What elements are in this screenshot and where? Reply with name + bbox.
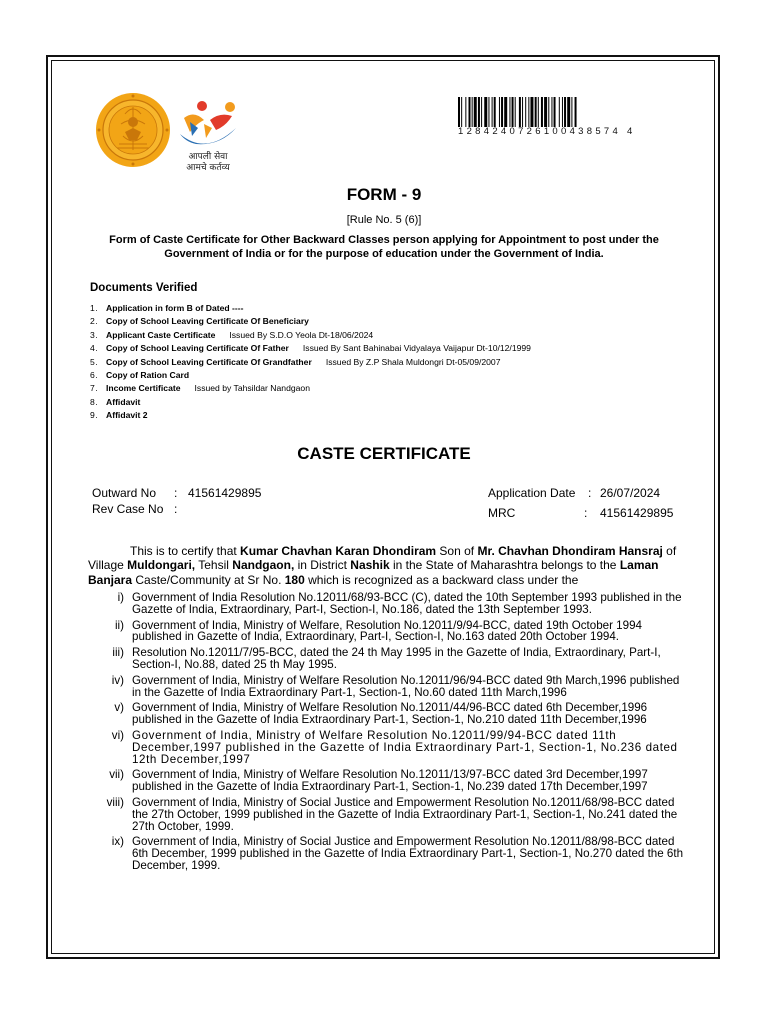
- aapli-seva-tagline: [180, 152, 236, 174]
- barcode-bar: [499, 97, 500, 127]
- applicant-name: Kumar Chavhan Karan Dhondiram: [240, 544, 437, 558]
- document-label: Affidavit: [106, 396, 141, 407]
- aapli-tagline-line1: आपली सेवा: [188, 152, 228, 162]
- document-number: 3.: [90, 329, 99, 340]
- document-label: Copy of Ration Card: [106, 369, 190, 380]
- reference-text: Government of India, Ministry of Welfare Resolution No.12011/99/94-BCC dated 11th December,1997 published in the Gazette of India Extraordinary Part-1, Section-1, No.236 dated 12th December,1997: [132, 728, 678, 766]
- barcode-bar: [530, 97, 533, 127]
- document-item: [90, 356, 710, 369]
- reference-number: vi): [111, 728, 124, 742]
- certification-paragraph: [88, 544, 680, 587]
- barcode-bar: [474, 97, 477, 127]
- rev-case-no-label: Rev Case No: [92, 502, 164, 516]
- document-label: Application in form B of Dated ----: [106, 303, 244, 313]
- resolution-reference: [88, 702, 688, 726]
- caste-name: Laman Banjara: [88, 558, 659, 587]
- intro-text: Son of: [436, 544, 478, 558]
- document-item: [90, 409, 710, 422]
- barcode-bar: [472, 97, 473, 127]
- barcode-bar: [548, 97, 549, 127]
- resolution-reference: [88, 836, 688, 871]
- colon: :: [174, 486, 178, 500]
- document-label: Copy of School Leaving Certificate Of Grandfather: [106, 356, 312, 367]
- reference-number: i): [117, 591, 124, 604]
- reference-text: Government of India, Ministry of Welfare Resolution No.12011/44/96-BCC dated 6th December,1996 published in the Gazette of India Extraordinary Part-1, Section-1, No.210 dated 11th December,1996: [132, 701, 648, 727]
- barcode-bar: [461, 97, 462, 127]
- document-label: Income Certificate: [106, 383, 181, 394]
- barcode-bar: [528, 97, 529, 127]
- reference-text: Government of India, Ministry of Welfare Resolution No.12011/96/94-BCC dated 9th March,1996 published in the Gazette of India Extraordinary Part-1, Section-1, No.60 dated 11th March,1996: [132, 673, 680, 699]
- barcode-icon: [458, 97, 670, 127]
- document-number: 2.: [90, 316, 99, 327]
- reference-number: ii): [114, 618, 124, 632]
- reference-number: ix): [111, 835, 124, 849]
- barcode-bar: [458, 97, 460, 127]
- intro-text: of Village: [88, 544, 677, 573]
- barcode-bar: [564, 97, 566, 127]
- document-number: 6.: [90, 369, 99, 380]
- intro-text: in the State of Maharashtra belongs to the: [389, 558, 620, 573]
- outward-no-value: 41561429895: [188, 486, 262, 500]
- document-item: [90, 302, 710, 315]
- document-item: [90, 329, 710, 342]
- village-name: Muldongari,: [127, 558, 196, 573]
- documents-verified-list: [90, 302, 710, 423]
- reference-text: Resolution No.12011/7/95-BCC, dated the 24 th May 1995 in the Gazette of India, Extraordinary, Part-I, Section-I, No.88, dated 25 th May 1995.: [132, 646, 661, 671]
- intro-text: Caste/Community at Sr No.: [132, 572, 285, 587]
- intro-text: This is to certify that: [130, 544, 241, 558]
- reference-number: iii): [112, 646, 124, 660]
- document-number: 5.: [90, 356, 99, 367]
- barcode-bar: [535, 97, 537, 127]
- barcode-bar: [515, 97, 516, 127]
- reference-number: v): [114, 701, 124, 715]
- document-label: Copy of School Leaving Certificate Of Father: [106, 343, 289, 354]
- colon: :: [584, 506, 588, 520]
- barcode-bar: [575, 97, 577, 127]
- barcode-bar: [494, 97, 496, 127]
- reference-text: Government of India, Ministry of Social Justice and Empowerment Resolution No.12011/68/98-BCC dated the 27th October, 1999 published in the Gazette of India Extraordinary Part-1, Section-1, No.241 dated the 27th October, 1999.: [132, 795, 678, 833]
- document-note: Issued by Tahsildar Nandgaon: [194, 383, 310, 394]
- barcode-bar: [522, 97, 523, 127]
- document-number: 1.: [90, 303, 99, 313]
- father-name: Mr. Chavhan Dhondiram Hansraj: [477, 544, 663, 558]
- reference-number: viii): [106, 795, 124, 809]
- barcode-bar: [538, 97, 539, 127]
- mrc-row: [488, 506, 673, 520]
- intro-text: in District: [294, 558, 351, 573]
- document-number: 9.: [90, 410, 99, 421]
- reference-number: iv): [111, 673, 124, 687]
- resolution-references-list: [88, 592, 688, 876]
- barcode-bar: [554, 97, 556, 127]
- document-item: [90, 342, 710, 355]
- barcode-bar: [478, 97, 480, 127]
- document-label: Applicant Caste Certificate: [106, 329, 216, 340]
- form-title: FORM - 9: [346, 185, 422, 204]
- application-date-row: [488, 486, 660, 500]
- resolution-reference: [88, 675, 688, 699]
- resolution-reference: [88, 620, 688, 644]
- caste-certificate-title: CASTE CERTIFICATE: [297, 444, 471, 463]
- resolution-reference: [88, 769, 688, 793]
- resolution-reference: [88, 647, 688, 671]
- document-item: [90, 382, 710, 395]
- application-date-value: 26/07/2024: [600, 486, 661, 500]
- barcode-bar: [504, 97, 507, 127]
- document-number: 4.: [90, 343, 99, 354]
- form-description: Form of Caste Certificate for Other Backward Classes person applying for Appointment to post under the Government of India or for the purpose of education under the Government of India.: [109, 234, 659, 260]
- reference-number: vii): [109, 768, 124, 782]
- document-item: [90, 396, 710, 409]
- barcode-bar: [512, 97, 514, 127]
- barcode-bar: [525, 97, 526, 127]
- resolution-reference: [88, 592, 688, 616]
- reference-text: Government of India, Ministry of Welfare, Resolution No.12011/9/94-BCC, dated 19th October 1994 published in Gazette of India, Extraordinary, Part-I, Section-I, No.163 dated 20th October 1994.: [132, 618, 642, 644]
- barcode-bar: [544, 97, 547, 127]
- maharashtra-seal-icon: [95, 92, 171, 168]
- documents-verified-heading: Documents Verified: [90, 282, 198, 294]
- aapli-seva-logo-icon: [176, 98, 240, 160]
- tehsil-name: Nandgaon,: [232, 558, 295, 573]
- barcode-bar: [562, 97, 563, 127]
- resolution-reference: [88, 730, 688, 765]
- aapli-tagline-line2: आमचे कर्तव्य: [186, 163, 230, 173]
- barcode-bar: [481, 97, 482, 127]
- barcode-bar: [567, 97, 570, 127]
- intro-text: which is recognized as a backward class under the: [304, 572, 579, 587]
- document-label: Affidavit 2: [106, 410, 148, 421]
- barcode-bar: [484, 97, 487, 127]
- outward-no-row: [92, 486, 261, 500]
- colon: :: [174, 502, 178, 516]
- barcode-bar: [509, 97, 510, 127]
- barcode-bar: [551, 97, 552, 127]
- mrc-value: 41561429895: [600, 506, 674, 520]
- outward-no-label: Outward No: [92, 486, 157, 500]
- document-note: Issued By Sant Bahinabai Vidyalaya Vaijapur Dt-10/12/1999: [302, 343, 531, 354]
- barcode-bar: [469, 97, 471, 127]
- barcode-bar: [465, 97, 466, 127]
- barcode-bar: [488, 97, 489, 127]
- rule-number: [Rule No. 5 (6)]: [346, 214, 422, 226]
- barcode-bar: [492, 97, 493, 127]
- document-number: 8.: [90, 396, 99, 407]
- barcode-bar: [541, 97, 543, 127]
- document-note: Issued By Z.P Shala Muldongri Dt-05/09/2007: [325, 356, 501, 367]
- document-item: [90, 369, 710, 382]
- barcode-bar: [559, 97, 560, 127]
- barcode-number: 1284240726100438574 4: [458, 126, 636, 137]
- mrc-label: MRC: [488, 506, 516, 520]
- document-item: [90, 315, 710, 328]
- barcode-bar: [501, 97, 503, 127]
- district-name: Nashik: [350, 558, 390, 573]
- document-label: Copy of School Leaving Certificate Of Beneficiary: [106, 316, 309, 327]
- rev-case-no-row: [92, 502, 188, 516]
- barcode-bar: [519, 97, 521, 127]
- document-note: Issued By S.D.O Yeola Dt-18/06/2024: [229, 329, 374, 340]
- barcode-bar: [571, 97, 572, 127]
- application-date-label: Application Date: [488, 486, 576, 500]
- colon: :: [588, 486, 592, 500]
- reference-text: Government of India, Ministry of Social Justice and Empowerment Resolution No.12011/88/98-BCC dated 6th December, 1999 published in the Gazette of India Extraordinary Part-1, Section-1, No.270 dated the 6th December, 1999.: [132, 835, 684, 872]
- document-number: 7.: [90, 383, 99, 394]
- reference-text: Government of India Resolution No.12011/68/93-BCC (C), dated the 10th September 1993 published in the Gazette of India, Extraordinary, Part-I, Section-I, No.186, dated the 13th September 1993.: [132, 591, 682, 616]
- resolution-reference: [88, 797, 688, 832]
- serial-number: 180: [284, 572, 305, 587]
- reference-text: Government of India, Ministry of Welfare Resolution No.12011/13/97-BCC dated 3rd December,1997 published in the Gazette of India Extraordinary Part-1, Section-1, No.239 dated 17th December,1997: [132, 768, 648, 794]
- intro-text: Tehsil: [195, 558, 233, 573]
